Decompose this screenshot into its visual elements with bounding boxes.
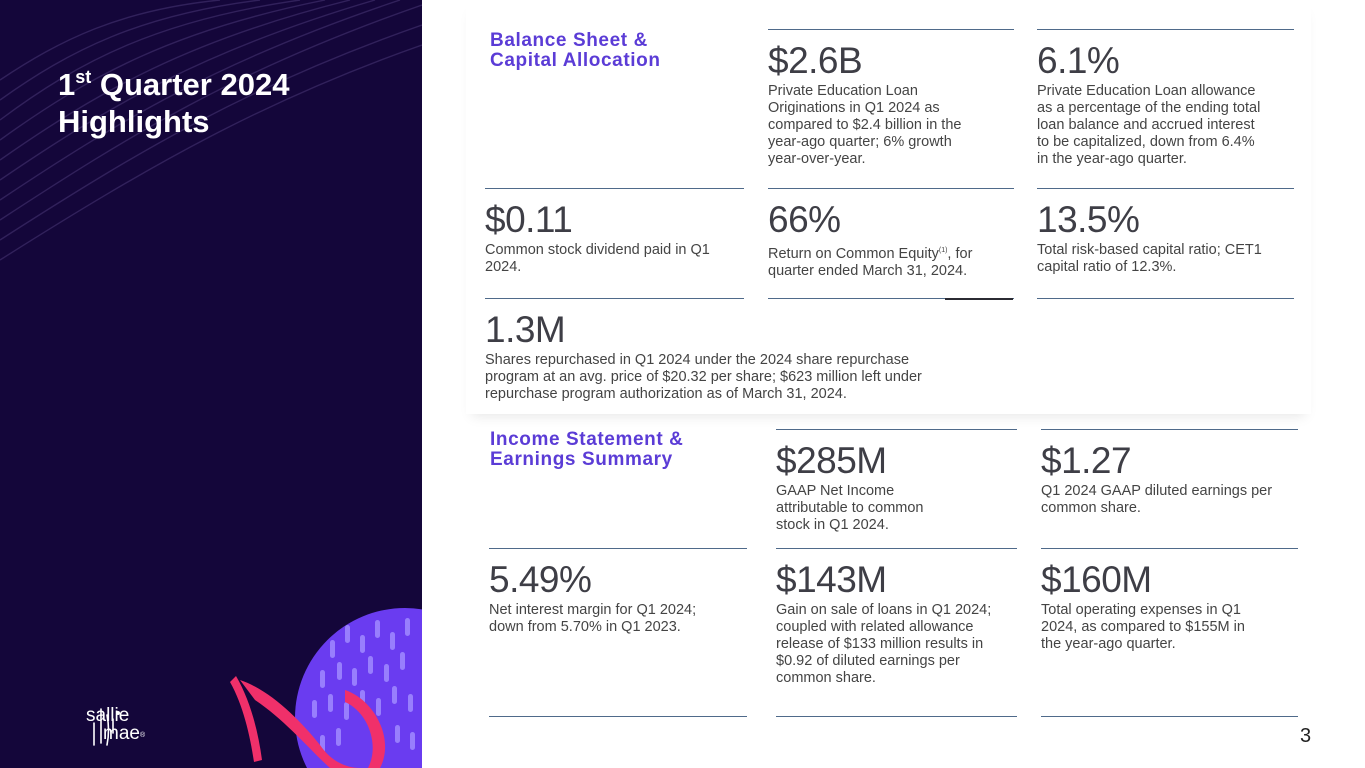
stat-value: 6.1% [1037, 40, 1120, 81]
stat-value: $285M [776, 440, 887, 481]
page-title: 1st Quarter 2024 Highlights [58, 67, 290, 139]
divider [776, 716, 1017, 717]
stat-description: Q1 2024 GAAP diluted earnings per common share. [1041, 483, 1273, 516]
stat-description: Shares repurchased in Q1 2024 under the 2024 share repurchase program at an avg. price of $20.32 per share; $623 million left under repurchase program authorization as of March 31, 2024. [485, 352, 922, 402]
divider [485, 188, 744, 189]
divider [1041, 429, 1298, 430]
divider [485, 298, 744, 299]
page-number: 3 [1300, 725, 1312, 747]
divider [768, 29, 1014, 30]
stat-description: Gain on sale of loans in Q1 2024; coupled with related allowance release of $133 million results in $0.92 of diluted earnings per common share. [776, 602, 992, 686]
stat-description: Return on Common Equity$^{(1)}$, for quarter ended March 31, 2024. [768, 246, 973, 279]
stat-description: GAAP Net Income attributable to common stock in Q1 2024. [776, 483, 924, 533]
divider [768, 188, 1014, 189]
stat-description: Private Education Loan Originations in Q1 2024 as compared to $2.4 billion in the year-ago quarter; 6% growth year-over-year. [768, 83, 962, 167]
stat-value: 5.49% [489, 559, 592, 600]
divider [1041, 716, 1298, 717]
stat-description: Total operating expenses in Q1 2024, as compared to $155M in the year-ago quarter. [1041, 602, 1245, 652]
balance-sheet-heading: Balance Sheet & Capital Allocation [490, 30, 661, 71]
stat-value: 1.3M [485, 309, 566, 350]
stat-value: 13.5% [1037, 199, 1140, 240]
stat-description: Common stock dividend paid in Q1 2024. [485, 242, 710, 275]
stat-value: 66% [768, 199, 841, 240]
divider-accent [945, 298, 1013, 300]
left-panel [0, 0, 422, 768]
divider [1041, 548, 1298, 549]
stat-value: $143M [776, 559, 887, 600]
divider [776, 429, 1017, 430]
divider [1037, 298, 1294, 299]
divider [489, 716, 747, 717]
income-statement-heading: Income Statement & Earnings Summary [490, 429, 684, 470]
logo-wordmark: sallie mae® [86, 705, 146, 744]
stat-description: Total risk-based capital ratio; CET1 capital ratio of 12.3%. [1037, 242, 1262, 275]
divider [489, 548, 747, 549]
stat-description: Private Education Loan allowance as a percentage of the ending total loan balance and accrued interest to be capitalized, down from 6.4% in the year-ago quarter. [1037, 83, 1261, 167]
divider [776, 548, 1017, 549]
divider [1037, 29, 1294, 30]
stat-value: $0.11 [485, 199, 573, 240]
stat-value: $1.27 [1041, 440, 1132, 481]
stat-value: $2.6B [768, 40, 863, 81]
divider [1037, 188, 1294, 189]
stat-description: Net interest margin for Q1 2024; down from 5.70% in Q1 2023. [489, 602, 697, 635]
stat-value: $160M [1041, 559, 1152, 600]
